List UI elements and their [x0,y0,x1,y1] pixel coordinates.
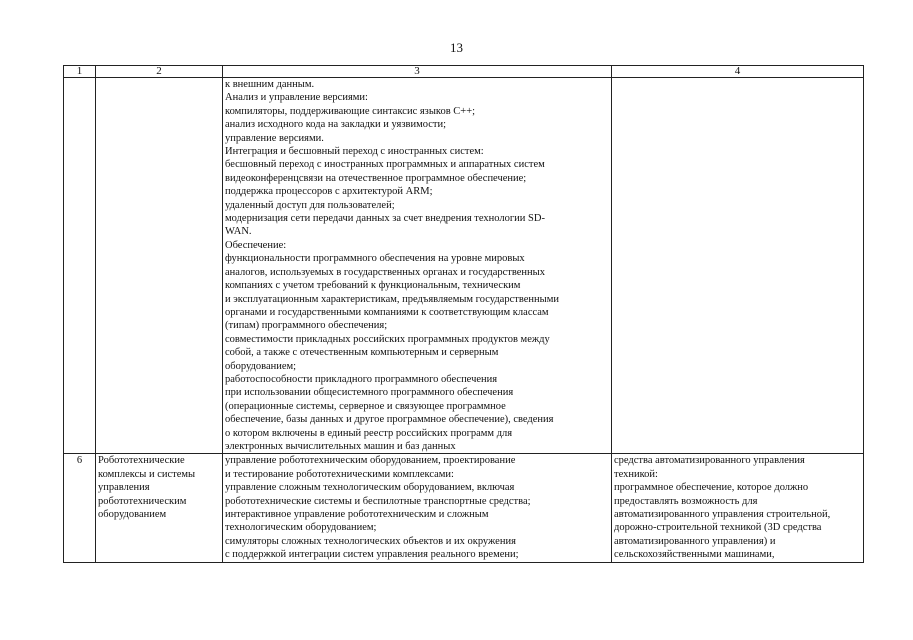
table-row-continued [64,78,864,454]
row-continued-description [223,78,612,454]
description-line: модернизация сети передачи данных за счет внедрения технологии SD- [225,213,545,225]
row-6-category-lines [98,454,220,521]
tools-line: сельскохозяйственными машинами, [614,549,775,561]
row-6-category [96,454,223,562]
category-line: оборудованием [98,509,167,520]
category-line: комплексы и системы [98,468,196,480]
column-header-4: 4 [612,66,864,78]
description-line: при использовании общесистемного программного обеспечения [225,387,514,399]
row-continued-description-lines [225,78,609,453]
tools-line: программное обеспечение, которое должно [614,482,809,494]
description-line: управление версиями. [225,132,324,144]
description-line: интерактивное управление робототехническим и сложным [225,509,489,520]
description-line: бесшовный переход с иностранных программных и аппаратных систем [225,159,545,171]
description-line: о котором включены в единый реестр российских программ для [225,427,513,439]
row-6-description [223,454,612,562]
table-header-row [64,66,864,78]
row-6-tools [612,454,864,562]
description-line: управление сложным технологическим оборудованием, включая [225,482,515,494]
description-line: поддержка процессоров с архитектурой ARM; [225,186,433,198]
row-6-tools-lines [614,454,861,561]
requirements-table [63,65,864,563]
description-line: аналогов, используемых в государственных органах и государственных [225,266,545,278]
row-continued-tools [612,78,864,454]
description-line: и эксплуатационным характеристикам, предъявляемым государственными [225,293,559,305]
row-6-number: 6 [64,454,96,562]
description-line: Обеспечение: [225,239,287,251]
tools-line: средства автоматизированного управления [614,455,805,467]
description-line: электронных вычислительных машин и баз данных [225,440,456,452]
description-line: (операционные системы, серверное и связующее программное [225,400,506,412]
description-line: к внешним данным. [225,79,315,90]
page-number: 13 [450,40,463,55]
description-line: обеспечение, базы данных и другое программное обеспечение), сведения [225,414,554,426]
description-line: Интеграция и бесшовный переход с иностранных систем: [225,146,484,158]
description-line: удаленный доступ для пользователей; [225,199,395,211]
category-line: Робототехнические [98,455,185,467]
description-line: органами и государственными компаниями к соответствующим классам [225,306,549,318]
row-continued-category [96,78,223,454]
description-line: работоспособности прикладного программного обеспечения [225,373,498,385]
description-line: Анализ и управление версиями: [225,92,368,104]
description-line: робототехнические системы и беспилотные транспортные средства; [225,495,531,507]
description-line: функциональности программного обеспечения на уровне мировых [225,253,525,265]
description-line: видеоконференцсвязи на отечественное программное обеспечение; [225,172,527,184]
description-line: компиляторы, поддерживающие синтаксис языков С++; [225,105,476,117]
row-continued-number [64,78,96,454]
tools-line: дорожно-строительной техникой (3D средства [614,522,822,534]
description-line: WAN. [225,226,252,238]
description-line: анализ исходного кода на закладки и уязвимости; [225,119,447,131]
table-row-6 [64,454,864,562]
row-6-description-lines [225,454,609,561]
column-header-2: 2 [96,66,223,78]
description-line: с поддержкой интеграции систем управления реального времени; [225,549,519,561]
description-line: совместимости прикладных российских программных продуктов между [225,333,550,345]
category-line: робототехническим [98,495,187,507]
description-line: компаниях с учетом требований к функциональным, техническим [225,280,521,292]
description-line: управление робототехническим оборудованием, проектирование [225,455,516,467]
tools-line: техникой: [614,468,658,480]
description-line: (типам) программного обеспечения; [225,320,388,332]
description-line: собой, а также с отечественным компьютерным и серверным [225,347,499,359]
description-line: технологическим оборудованием; [225,522,377,534]
tools-line: автоматизированного управления строительной, [614,509,831,520]
description-line: симуляторы сложных технологических объектов и их окружения [225,535,516,547]
category-line: управления [98,482,150,494]
description-line: оборудованием; [225,360,297,372]
column-header-1: 1 [64,66,96,78]
description-line: и тестирование робототехническими комплексами: [225,468,454,480]
column-header-3: 3 [223,66,612,78]
tools-line: автоматизированного управления) и [614,535,776,547]
tools-line: предоставлять возможность для [614,495,758,507]
